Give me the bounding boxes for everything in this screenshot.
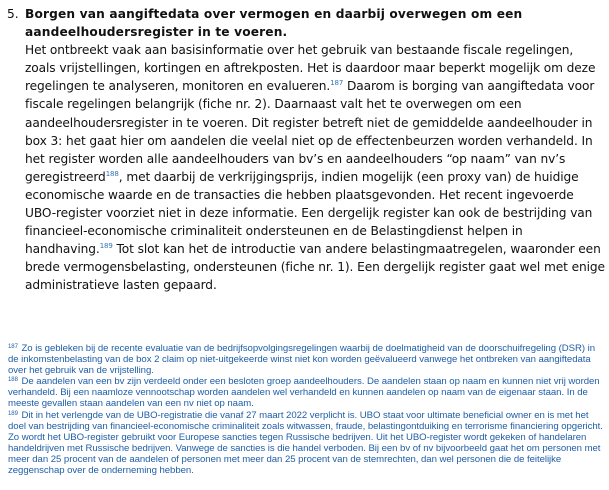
footnote-number: 189	[8, 410, 18, 417]
item-title: Borgen van aangiftedata over vermogen en daarbij overwegen om een aandeelhoudersregister in te voeren.	[25, 7, 523, 40]
paragraph-text-4: Tot slot kan het de introductie van andere belastingmaatregelen, waaronder een brede vermogensbelasting, ondersteunen (fiche nr. 1). Een dergelijk register gaat wel met enige administratieve lasten gepaard.	[25, 242, 605, 293]
footnotes	[8, 343, 604, 476]
footnote-ref-188[interactable]: 188	[105, 169, 119, 178]
footnote-ref-189[interactable]: 189	[99, 242, 113, 251]
footnote-text: Dit in het verlengde van de UBO-registratie die vanaf 27 maart 2022 verplicht is. UBO staat voor ultimate beneficial owner en is met het doel van bestrijding van financieel-economische criminaliteit zoals witwassen, fraude, belastingontduiking en terrorisme financiering opgericht. Zo wordt het UBO-register gebruikt voor Europese sancties tegen Russische bedrijven. Uit het UBO-register wordt gekeken of handelaren handeldrijven met Russische bedrijven. Vanwege de sancties is die handel verboden. Bij een bv of nv bijvoorbeeld gaat het om personen met meer dan 25 procent van de aandelen of personen met meer dan 25 procent van de stemrechten, dan wel personen die de feitelijke zeggenschap over de onderneming hebben.	[8, 409, 603, 477]
paragraph-text-3: , met daarbij de verkrijgingsprijs, indien mogelijk (een proxy van) de huidige economische waarde en de transacties die hebben plaatsgevonden. Het recent ingevoerde UBO-register voorziet niet in deze informatie. Een dergelijk register kan ook de bestrijding van financieel-economische criminaliteit ondersteunen en de Belastingdienst helpen in handhaving.	[25, 169, 593, 257]
footnote-ref-187[interactable]: 187	[330, 79, 344, 88]
footnote-number: 187	[8, 344, 18, 350]
item-body	[25, 5, 607, 295]
paragraph-text-2: Daarom is borging van aangiftedata voor fiscale regelingen belangrijk (fiche nr. 2). Daarnaast valt het te overwegen om een aandeelhoudersregister in te voeren. Dit register betreft niet de gemiddelde aandeelhouder in box 3: het gaat hier om aandelen die veelal niet op de effectenbeurzen worden verhandeld. In het register worden alle aandeelhouders van bv’s en aandeelhouders “op naam” van nv’s geregistreerd	[25, 79, 595, 184]
paragraph-text-1: Het ontbreekt vaak aan basisinformatie over het gebruik van bestaande fiscale regelingen, zoals vrijstellingen, kortingen en aftrekposten. Het is daardoor maar beperkt mogelijk om deze regelingen te analyseren, monitoren en evalueren.	[25, 43, 596, 94]
footnote-text: De aandelen van een bv zijn verdeeld onder een besloten groep aandeelhouders. De aandelen staan op naam en kunnen niet vrij worden verhandeld. Bij een naamloze vennootschap worden aandelen wel verhandeld en kunnen aandelen op naam van de eigenaar staan. In de meeste gevallen staan aandelen van een nv niet op naam.	[8, 376, 600, 410]
footnote-187	[8, 343, 604, 376]
footnote-189	[8, 410, 604, 477]
footnote-number: 188	[8, 377, 18, 384]
footnote-text: Zo is gebleken bij de recente evaluatie van de bedrijfsopvolgingsregelingen waarbij de doelmatigheid van de doorschuifregeling (DSR) in de inkomstenbelasting van de box 2 claim op niet-uitgekeerde winst niet kon worden geëvalueerd vanwege het ontbreken van aangiftedata over het gebruik van de vrijstelling.	[8, 343, 595, 377]
item-paragraph	[25, 41, 607, 294]
item-number: 5.	[7, 7, 19, 21]
footnote-188	[8, 376, 604, 409]
